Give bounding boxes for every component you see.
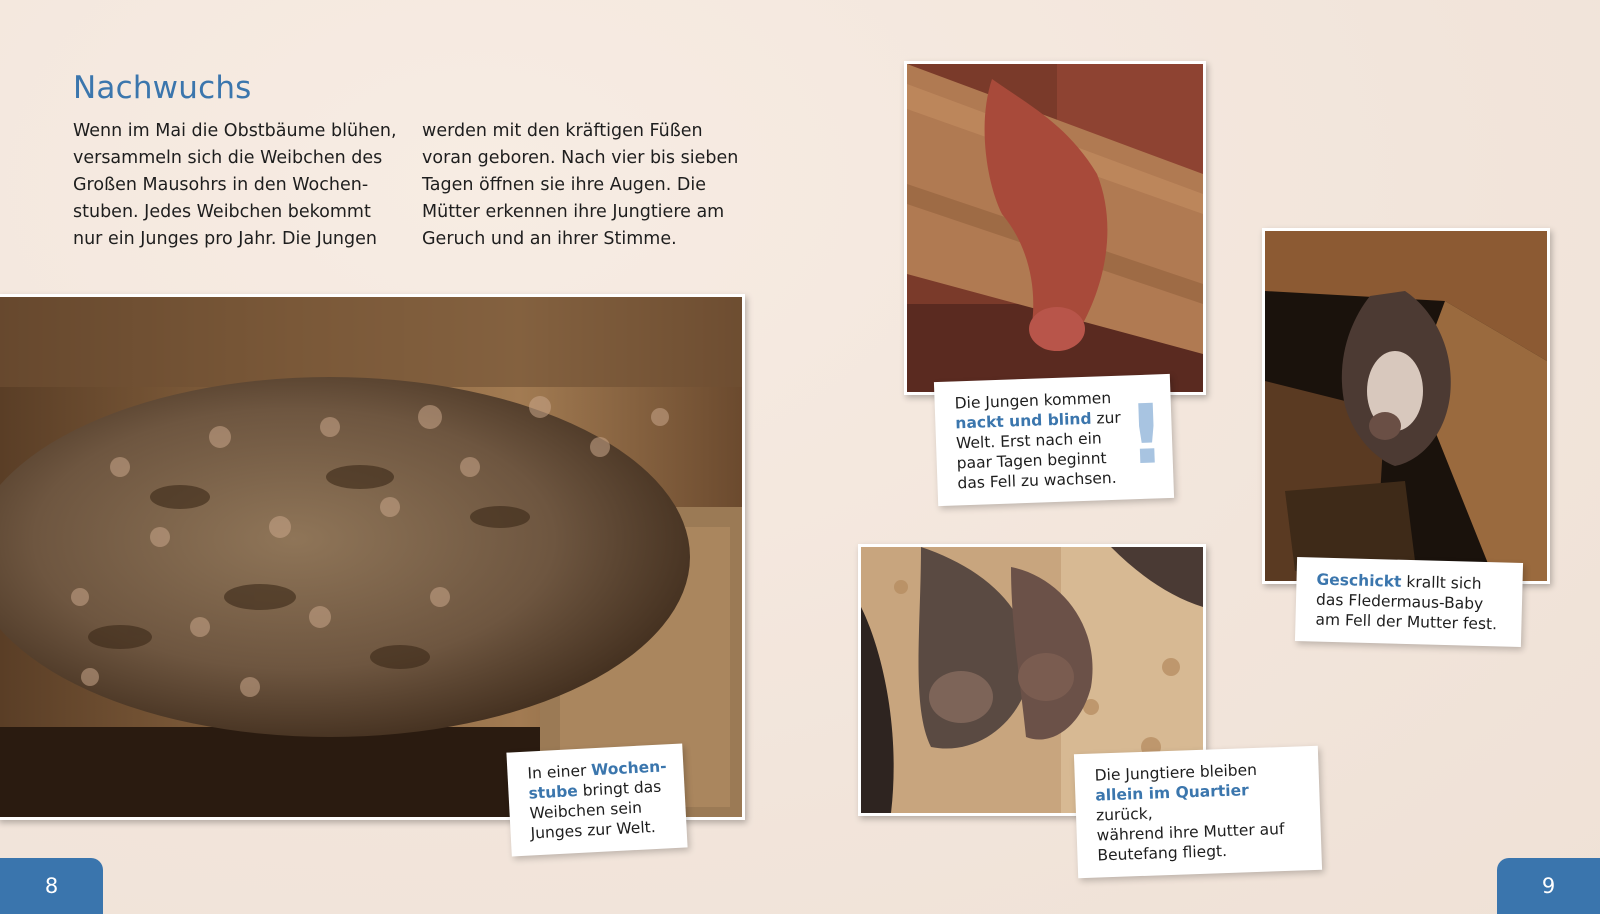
caption-highlight: Geschickt (1316, 570, 1402, 591)
caption-highlight: allein im Quartier (1095, 781, 1249, 805)
page-number-right: 9 (1497, 858, 1600, 914)
caption-text: In einer (527, 761, 592, 783)
body-line: voran geboren. Nach vier bis sieben (422, 148, 739, 168)
body-line: Tagen öffnen sie ihre Augen. Die (422, 175, 706, 195)
exclamation-mark-icon: ! (1126, 387, 1167, 484)
mother-and-baby-bat-photo (1262, 228, 1550, 584)
caption-line: Welt. Erst nach ein (955, 429, 1102, 453)
section-title: Nachwuchs (73, 70, 252, 106)
caption-line: am Fell der Mutter fest. (1315, 610, 1498, 634)
body-line: versammeln sich die Weibchen des (73, 148, 383, 168)
caption-line: das Fell zu wachsen. (957, 468, 1117, 493)
body-line: werden mit den kräftigen Füßen (422, 121, 703, 141)
caption-line: das Fledermaus-Baby (1315, 590, 1484, 613)
caption-allein-im-quartier (1074, 746, 1322, 878)
caption-line: Weibchen sein (529, 798, 643, 823)
caption-text: zurück, (1095, 804, 1153, 825)
body-text-left-column (73, 118, 403, 253)
caption-line: während ihre Mutter auf (1096, 820, 1285, 845)
caption-wochenstube (506, 743, 687, 856)
caption-line: Beutefang fliegt. (1097, 842, 1228, 865)
body-line: Großen Mausohrs in den Wochen- (73, 175, 369, 195)
body-text-right-column (422, 118, 752, 253)
body-line: Wenn im Mai die Obstbäume blühen, (73, 121, 397, 141)
caption-text: zur (1091, 408, 1122, 428)
body-line: Geruch und an ihrer Stimme. (422, 229, 677, 249)
caption-highlight: nackt und blind (955, 409, 1092, 433)
caption-line: paar Tagen beginnt (956, 449, 1107, 473)
caption-highlight: stube (528, 782, 579, 803)
caption-text: krallt sich (1401, 572, 1482, 593)
body-line: nur ein Junges pro Jahr. Die Jungen (73, 229, 377, 249)
caption-line: Die Jungtiere bleiben (1094, 760, 1258, 785)
page-number-left: 8 (0, 858, 103, 914)
caption-highlight: Wochen- (590, 757, 668, 780)
newborn-bat-photo (904, 61, 1206, 395)
body-line: stuben. Jedes Weibchen bekommt (73, 202, 371, 222)
caption-geschickt (1295, 557, 1523, 647)
caption-line: Die Jungen kommen (954, 388, 1112, 413)
caption-line: Junges zur Welt. (530, 817, 657, 843)
caption-nackt-und-blind (934, 374, 1174, 506)
bat-colony-photo (0, 294, 745, 820)
body-line: Mütter erkennen ihre Jungtiere am (422, 202, 725, 222)
caption-text: bringt das (577, 777, 662, 800)
